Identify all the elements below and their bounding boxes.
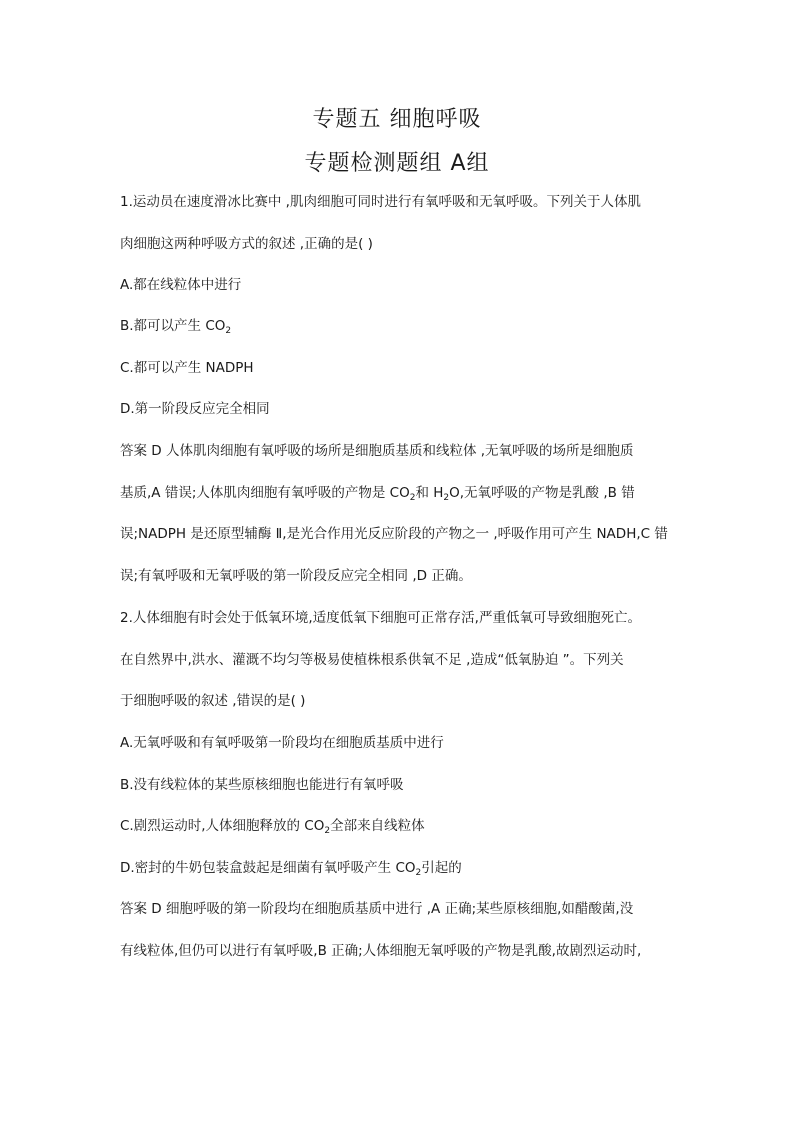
q1-answer-line-2-b: 和 H — [415, 485, 444, 501]
q2-option-b: B.没有线粒体的某些原核细胞也能进行有氧呼吸 — [120, 777, 404, 793]
q1-answer-line-2-c: O,无氧呼吸的产物是乳酸 ,B 错 — [449, 485, 635, 501]
q2-option-d-text: D.密封的牛奶包装盒鼓起是细菌有氧呼吸产生 CO — [120, 860, 416, 876]
q1-option-c: C.都可以产生 NADPH — [120, 360, 254, 376]
q2-option-c — [120, 817, 690, 835]
q1-option-d: D.第一阶段反应完全相同 — [120, 401, 270, 417]
q1-option-b-text: B.都可以产生 CO — [120, 318, 226, 334]
q2-option-a: A.无氧呼吸和有氧呼吸第一阶段均在细胞质基质中进行 — [120, 735, 444, 751]
document-subtitle: 专题检测题组 A组 — [304, 151, 490, 176]
q1-answer-line-1: 答案 D 人体肌肉细胞有氧呼吸的场所是细胞质基质和线粒体 ,无氧呼吸的场所是细胞质 — [120, 443, 634, 459]
q1-answer-sub-2: 2 — [443, 493, 450, 503]
q2-stem-line-1: 2.人体细胞有时会处于低氧环境,适度低氧下细胞可正常存活,严重低氧可导致细胞死亡。 — [120, 610, 641, 626]
q2-answer-line-1: 答案 D 细胞呼吸的第一阶段均在细胞质基质中进行 ,A 正确;某些原核细胞,如醋酸菌,没 — [120, 901, 634, 917]
q2-option-d — [120, 859, 690, 877]
q2-option-c-subscript: 2 — [324, 826, 331, 836]
q1-answer-line-4: 误;有氧呼吸和无氧呼吸的第一阶段反应完全相同 ,D 正确。 — [120, 568, 472, 584]
q1-stem-line-1: 1.运动员在速度滑冰比赛中 ,肌肉细胞可同时进行有氧呼吸和无氧呼吸。下列关于人体肌 — [120, 194, 641, 210]
q1-stem-line-2: 肉细胞这两种呼吸方式的叙述 ,正确的是( ) — [120, 236, 373, 252]
q1-answer-line-2-a: 基质,A 错误;人体肌肉细胞有氧呼吸的产物是 CO — [120, 485, 410, 501]
q1-answer-sub-1: 2 — [409, 493, 416, 503]
q1-option-b-subscript: 2 — [225, 326, 232, 336]
q2-stem-line-2: 在自然界中,洪水、灌溉不均匀等极易使植株根系供氧不足 ,造成“低氧胁迫 ”。下列关 — [120, 652, 624, 668]
document-title: 专题五 细胞呼吸 — [312, 107, 482, 132]
q2-option-c-text: C.剧烈运动时,人体细胞释放的 CO — [120, 818, 325, 834]
q1-option-b — [120, 317, 690, 335]
q1-option-a: A.都在线粒体中进行 — [120, 277, 242, 293]
q1-answer-line-2 — [120, 484, 690, 502]
q2-option-d-suffix: 引起的 — [421, 860, 462, 876]
q2-option-c-suffix: 全部来自线粒体 — [330, 818, 425, 834]
q2-stem-line-3: 于细胞呼吸的叙述 ,错误的是( ) — [120, 693, 306, 709]
q1-answer-line-3: 误;NADPH 是还原型辅酶 Ⅱ,是光合作用光反应阶段的产物之一 ,呼吸作用可产生 NADH,C 错 — [120, 526, 668, 542]
q2-answer-line-2: 有线粒体,但仍可以进行有氧呼吸,B 正确;人体细胞无氧呼吸的产物是乳酸,故剧烈运动时, — [120, 943, 642, 959]
q2-option-d-subscript: 2 — [415, 868, 422, 878]
